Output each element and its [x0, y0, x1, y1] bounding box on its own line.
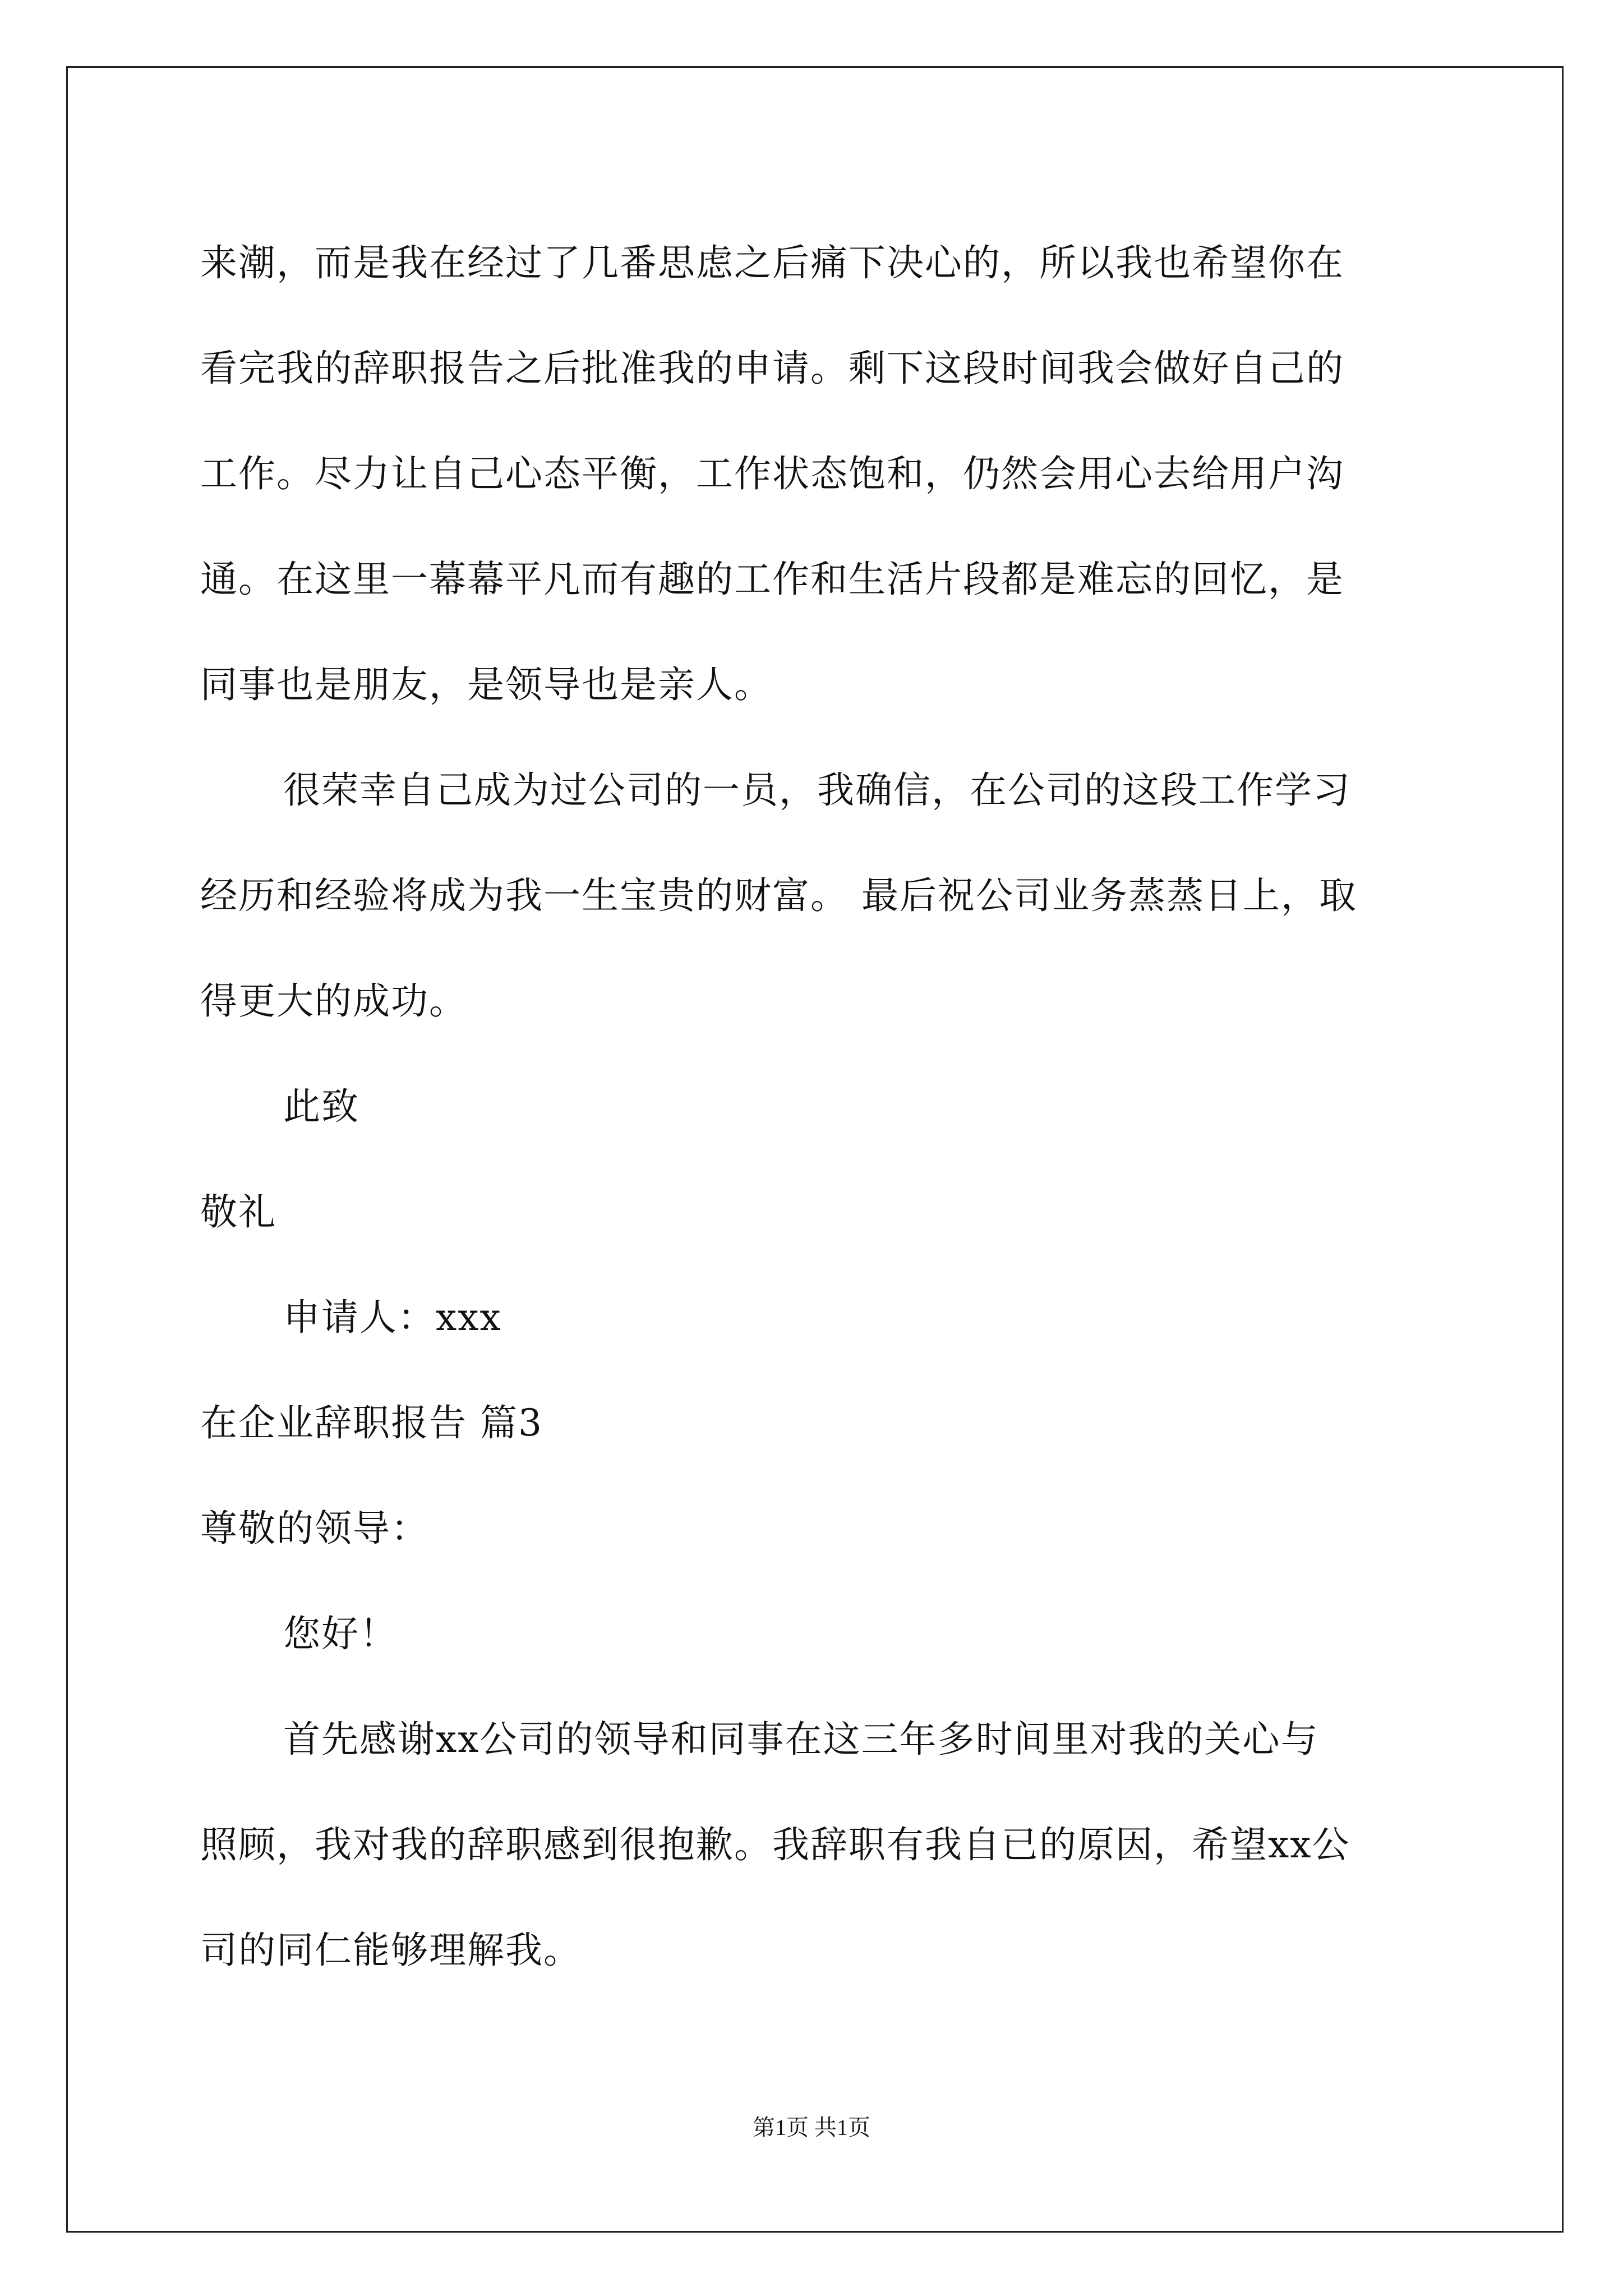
text-line: 工作。尽力让自己心态平衡，工作状态饱和，仍然会用心去给用户沟	[200, 452, 1344, 495]
text-line: 来潮，而是我在经过了几番思虑之后痛下决心的，所以我也希望你在	[200, 241, 1344, 284]
text-line: 通。在这里一幕幕平凡而有趣的工作和生活片段都是难忘的回忆，是	[200, 558, 1344, 601]
page-footer: 第1页 共1页	[753, 2115, 870, 2140]
salutation-closing: 敬礼	[200, 1190, 276, 1234]
text-line: 得更大的成功。	[200, 979, 467, 1023]
applicant-line: 申请人：xxx	[283, 1296, 502, 1339]
closing-phrase: 此致	[283, 1085, 359, 1128]
text-line: 照顾，我对我的辞职感到很抱歉。我辞职有我自已的原因，希望xx公	[200, 1823, 1350, 1866]
text-line: 看完我的辞职报告之后批准我的申请。剩下这段时间我会做好自己的	[200, 347, 1344, 390]
text-line: 同事也是朋友，是领导也是亲人。	[200, 663, 772, 706]
greeting-recipient: 尊敬的领导：	[200, 1507, 429, 1550]
paragraph-start: 很荣幸自己成为过公司的一员，我确信，在公司的这段工作学习	[283, 769, 1351, 812]
document-body	[200, 210, 1434, 2003]
text-line: 经历和经验将成为我一生宝贵的财富。 最后祝公司业务蒸蒸日上，取	[200, 874, 1357, 917]
section-title: 在企业辞职报告 篇3	[200, 1401, 543, 1444]
text-line: 司的同仁能够理解我。	[200, 1929, 582, 1972]
greeting: 您好！	[283, 1612, 398, 1655]
paragraph-start: 首先感谢xx公司的领导和同事在这三年多时间里对我的关心与	[283, 1718, 1319, 1761]
